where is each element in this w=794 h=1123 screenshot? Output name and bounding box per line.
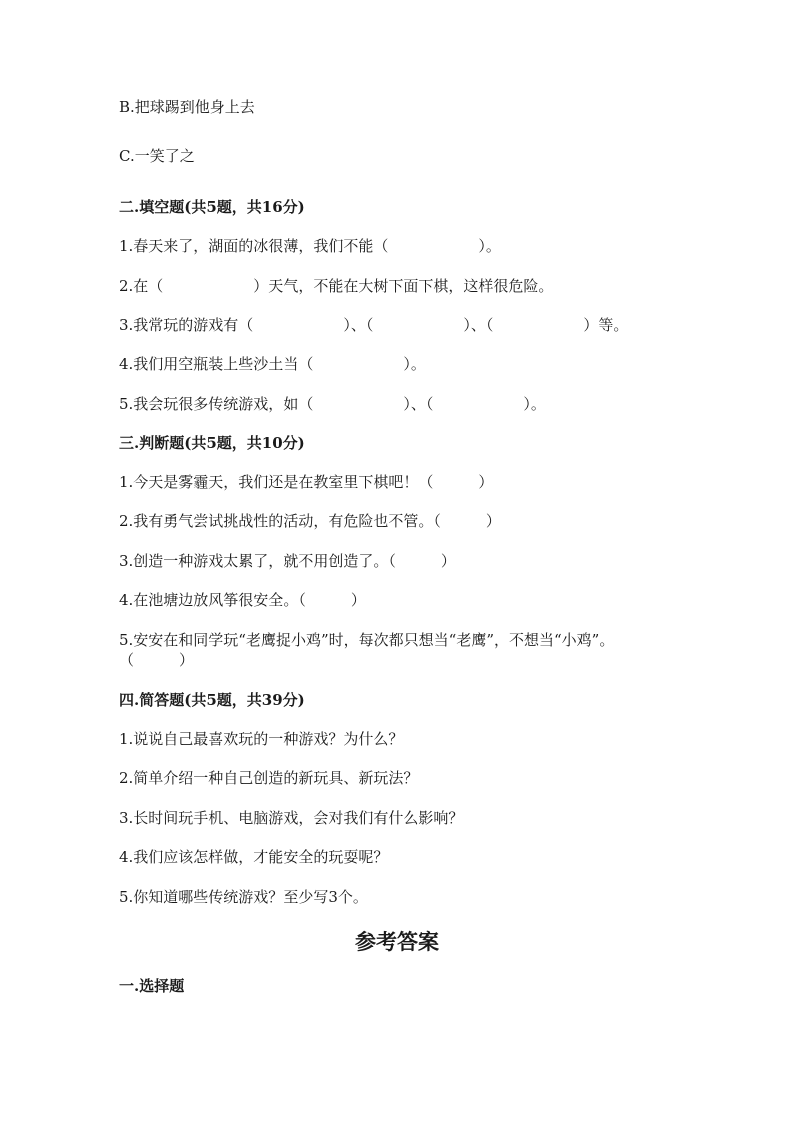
- short-answer-question-1: 1.说说自己最喜欢玩的一种游戏？为什么？: [119, 730, 404, 748]
- fill-blank-question-2: 2.在（ ）天气，不能在大树下面下棋，这样很危险。: [119, 277, 554, 295]
- short-answer-question-4: 4.我们应该怎样做，才能安全的玩耍呢？: [119, 848, 389, 866]
- fill-blank-question-4: 4.我们用空瓶装上些沙土当（ ）。: [119, 355, 426, 373]
- judgement-question-5: 5.安安在和同学玩“老鹰捉小鸡”时，每次都只想当“老鹰”，不想当“小鸡”。（ ）: [119, 631, 615, 669]
- short-answer-question-5: 5.你知道哪些传统游戏？至少写3个。: [119, 888, 368, 906]
- section-fill-blank-title: 二.填空题(共5题，共16分): [119, 198, 305, 216]
- section-short-answer-title: 四.简答题(共5题，共39分): [119, 691, 305, 709]
- fill-blank-question-1: 1.春天来了，湖面的冰很薄，我们不能（ ）。: [119, 237, 501, 255]
- judgement-question-2: 2.我有勇气尝试挑战性的活动，有危险也不管。（ ）: [119, 512, 501, 530]
- judgement-question-3: 3.创造一种游戏太累了，就不用创造了。（ ）: [119, 552, 456, 570]
- short-answer-question-2: 2.简单介绍一种自己创造的新玩具、新玩法？: [119, 769, 419, 787]
- answer-section-choice-title: 一.选择题: [119, 977, 185, 995]
- judgement-question-4: 4.在池塘边放风筝很安全。（ ）: [119, 591, 366, 609]
- option-b: B.把球踢到他身上去: [119, 98, 255, 116]
- section-judgement-title: 三.判断题(共5题，共10分): [119, 434, 305, 452]
- short-answer-question-3: 3.长时间玩手机、电脑游戏，会对我们有什么影响？: [119, 809, 464, 827]
- answer-key-title: 参考答案: [355, 929, 439, 954]
- fill-blank-question-5: 5.我会玩很多传统游戏，如（ ）、（ ）。: [119, 395, 546, 413]
- fill-blank-question-3: 3.我常玩的游戏有（ ）、（ ）、（ ）等。: [119, 316, 629, 334]
- option-c: C.一笑了之: [119, 147, 195, 165]
- judgement-question-1: 1.今天是雾霾天，我们还是在教室里下棋吧！（ ）: [119, 473, 494, 491]
